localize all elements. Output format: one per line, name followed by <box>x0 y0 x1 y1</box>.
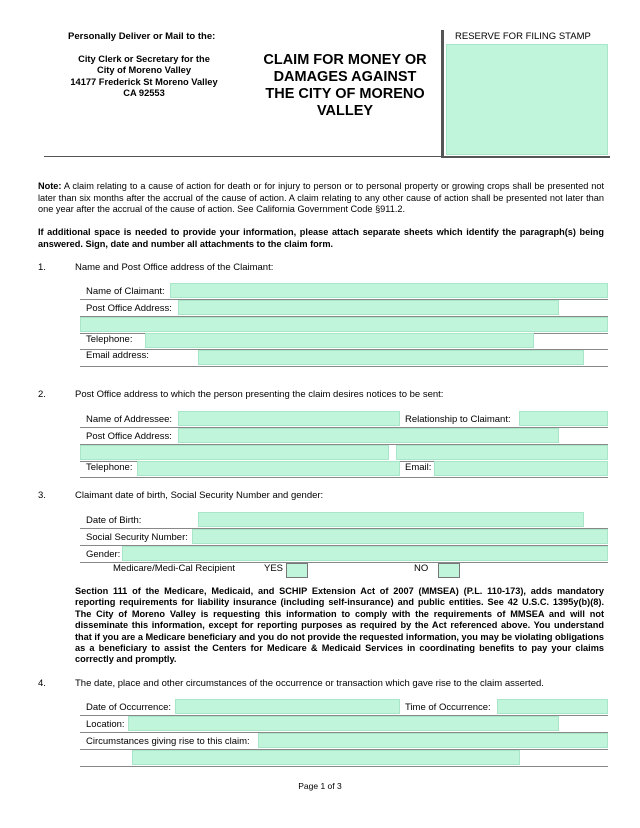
addressee-email-label: Email: <box>405 462 432 473</box>
form-title-line: CLAIM FOR MONEY OR <box>263 52 427 68</box>
city-clerk-address <box>44 54 244 99</box>
relationship-label: Relationship to Claimant: <box>405 414 511 425</box>
claimant-address-line2-field[interactable] <box>80 317 608 332</box>
section-number: 4. <box>38 678 46 689</box>
note-text: A claim relating to a cause of action for death or for injury to person or to personal property or growing crops shall be presented not later than six months after the accrual of the cause of action. A claim relating to any other cause of action shall be presented not later than one year after the accrual of the cause of action. See California Government Code §911.2. <box>38 181 604 214</box>
form-title-line: THE CITY OF MORENO <box>265 86 425 102</box>
addressee-address-line2-field[interactable] <box>80 445 389 460</box>
claimant-email-label: Email address: <box>86 350 149 361</box>
circumstances-line2-field[interactable] <box>132 750 520 765</box>
medicare-no-checkbox[interactable] <box>438 563 460 578</box>
relationship-field[interactable] <box>519 411 608 426</box>
claimant-telephone-field[interactable] <box>145 333 534 348</box>
note-paragraph <box>38 181 604 216</box>
occurrence-time-field[interactable] <box>497 699 608 714</box>
circumstances-field[interactable] <box>258 733 608 748</box>
ssn-label: Social Security Number: <box>86 532 188 543</box>
circumstances-label: Circumstances giving rise to this claim: <box>86 736 250 747</box>
stamp-divider <box>441 30 444 158</box>
claimant-name-field[interactable] <box>170 283 608 298</box>
section-number: 1. <box>38 262 46 273</box>
occurrence-date-label: Date of Occurrence: <box>86 702 172 713</box>
section-number: 3. <box>38 490 46 501</box>
dob-label: Date of Birth: <box>86 515 142 526</box>
addressee-telephone-field[interactable] <box>137 461 400 476</box>
location-field[interactable] <box>128 716 559 731</box>
stamp-label: RESERVE FOR FILING STAMP <box>455 31 591 42</box>
addressee-name-field[interactable] <box>178 411 400 426</box>
section-question: Claimant date of birth, Social Security Number and gender: <box>75 490 324 501</box>
medicare-label: Medicare/Medi-Cal Recipient <box>113 563 235 574</box>
header-underline <box>44 156 442 157</box>
addressee-address-line2b-field[interactable] <box>396 445 608 460</box>
section-number: 2. <box>38 389 46 400</box>
addressee-address-label: Post Office Address: <box>86 431 172 442</box>
row-rule <box>80 766 608 767</box>
deliver-title: Personally Deliver or Mail to the: <box>68 31 216 42</box>
ssn-field[interactable] <box>192 529 608 544</box>
section-question: Post Office address to which the person presenting the claim desires notices to be sent: <box>75 389 444 400</box>
addressee-email-field[interactable] <box>434 461 608 476</box>
medicare-yes-checkbox[interactable] <box>286 563 308 578</box>
gender-label: Gender: <box>86 549 121 560</box>
note-label: Note: <box>38 181 62 191</box>
dob-field[interactable] <box>198 512 584 527</box>
mmsea-paragraph: Section 111 of the Medicare, Medicaid, and SCHIP Extension Act of 2007 (MMSEA) (P.L. 110-173), adds mandatory reporting requirements for liability insurance (including self-insurance) and public entities. See 42 U.S.C. 1395y(b)(8). The City of Moreno Valley is requesting this information to comply with the requirements of MMSEA and will not disseminate this information, except for reporting purposes as required by the Act referenced above. You understand that if you are a Medicare beneficiary and you do not provide the requested information, you may be violating obligations as a beneficiary to assist the Centers for Medicare & Medicaid Services in coordinating benefits to pay your claims correctly and promptly. <box>75 586 604 665</box>
stamp-bottom-border <box>441 156 610 158</box>
form-title <box>252 52 438 120</box>
section-question: The date, place and other circumstances of the occurrence or transaction which gave rise to the claim asserted. <box>75 678 544 689</box>
address-line: CA 92553 <box>123 87 165 98</box>
address-line: City Clerk or Secretary for the <box>78 54 210 64</box>
addressee-address-field[interactable] <box>178 428 559 443</box>
filing-stamp-area <box>446 44 608 155</box>
addressee-telephone-label: Telephone: <box>86 462 133 473</box>
gender-field[interactable] <box>122 546 608 561</box>
address-line: 14177 Frederick St Moreno Valley <box>70 76 218 87</box>
location-label: Location: <box>86 719 125 730</box>
claimant-name-label: Name of Claimant: <box>86 286 165 297</box>
claimant-email-field[interactable] <box>198 350 584 365</box>
addressee-name-label: Name of Addressee: <box>86 414 173 425</box>
form-title-line: VALLEY <box>316 103 374 119</box>
occurrence-date-field[interactable] <box>175 699 400 714</box>
claimant-address-label: Post Office Address: <box>86 303 172 314</box>
no-label: NO <box>414 563 429 574</box>
form-title-line: DAMAGES AGAINST <box>273 69 417 85</box>
page-number: Page 1 of 3 <box>298 781 342 791</box>
yes-label: YES <box>264 563 284 574</box>
claimant-telephone-label: Telephone: <box>86 334 133 345</box>
occurrence-time-label: Time of Occurrence: <box>405 702 491 713</box>
instructions-paragraph: If additional space is needed to provide your information, please attach separate sheets which identify the paragraph(s) being answered. Sign, date and number all attachments to the claim form. <box>38 227 604 249</box>
address-line: City of Moreno Valley <box>96 65 192 76</box>
row-rule <box>80 366 608 367</box>
row-rule <box>80 477 608 478</box>
section-question: Name and Post Office address of the Claimant: <box>75 262 274 273</box>
claimant-address-field[interactable] <box>178 300 559 315</box>
